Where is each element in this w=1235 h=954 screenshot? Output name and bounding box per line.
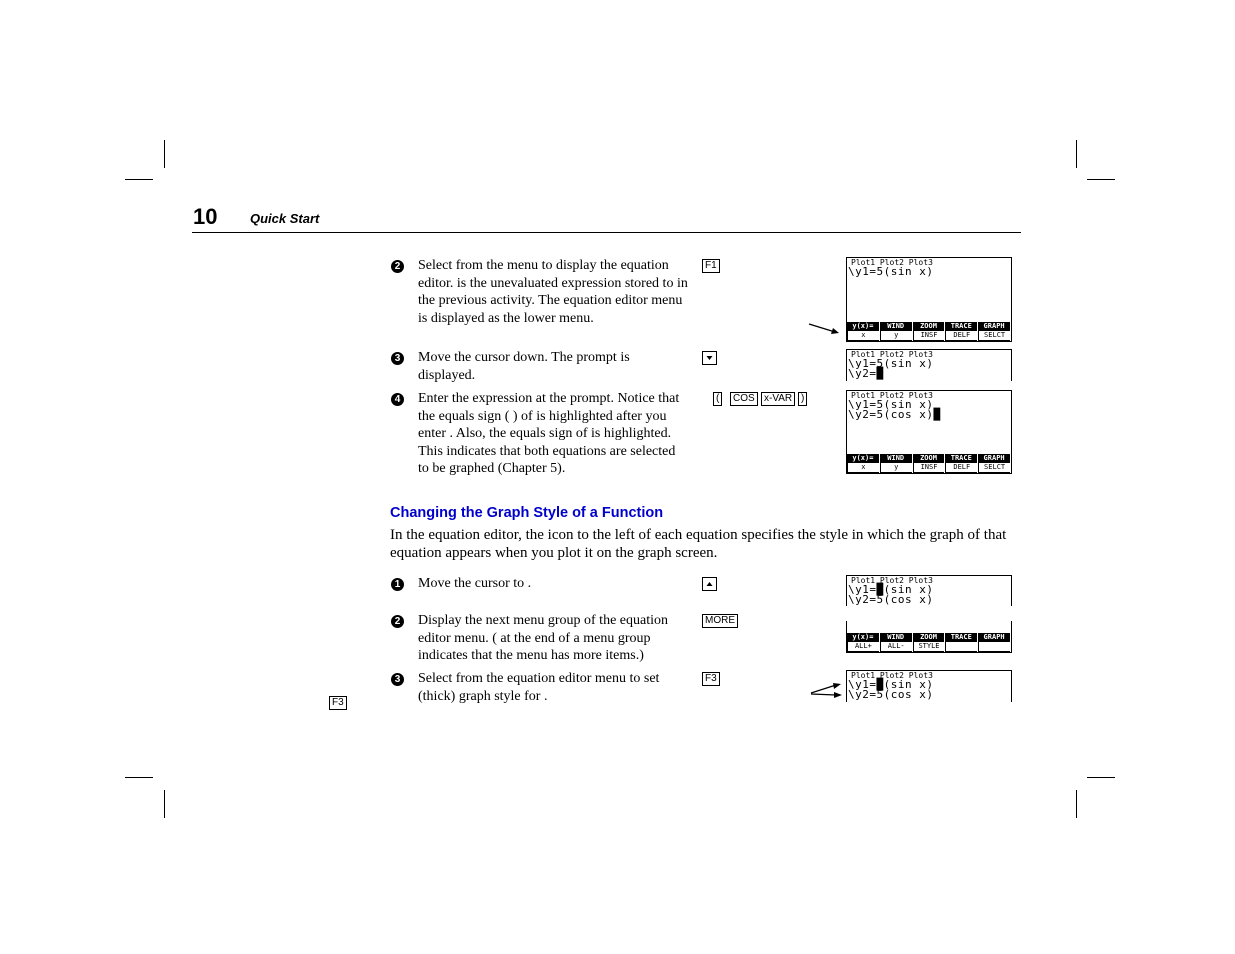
plot-header: Plot1 Plot2 Plot3	[851, 576, 933, 585]
calculator-screen	[846, 575, 1012, 606]
menu-item[interactable]: x	[847, 463, 879, 473]
step-text: Move the cursor to .	[418, 576, 532, 591]
down-arrow-key[interactable]	[702, 351, 717, 365]
header-rule	[192, 232, 1021, 233]
screen-line: \y2=5(cos x)█	[848, 408, 941, 421]
menu-item[interactable]: ZOOM	[913, 454, 945, 463]
screen-line: \y1=█(sin x)	[848, 583, 934, 596]
menu-item[interactable]: y	[880, 463, 912, 473]
crop-mark	[1076, 790, 1077, 818]
crop-mark	[125, 777, 153, 778]
screen-line: \y1=5(sin x)	[848, 265, 934, 278]
menu-item[interactable]: GRAPH	[978, 633, 1010, 642]
crop-mark	[1087, 179, 1115, 180]
crop-mark	[1076, 140, 1077, 168]
menu-item[interactable]: GRAPH	[978, 322, 1010, 331]
key-close-paren[interactable]: )	[798, 392, 807, 406]
key-f1[interactable]: F1	[702, 259, 720, 273]
menu-item[interactable]	[945, 642, 977, 652]
calculator-screen	[846, 390, 1012, 474]
key-cos[interactable]: COS	[730, 392, 758, 406]
crop-mark	[125, 179, 153, 180]
menu-item[interactable]: DELF	[945, 463, 977, 473]
menu-item[interactable]: TRACE	[945, 633, 977, 642]
step-number: 3	[391, 673, 404, 686]
key-x-var[interactable]: x-VAR	[761, 392, 795, 406]
plot-header: Plot1 Plot2 Plot3	[851, 350, 933, 359]
margin-key-f3[interactable]: F3	[329, 696, 347, 710]
screen-menu	[847, 322, 1011, 341]
menu-item[interactable]: SELCT	[978, 463, 1010, 473]
screen-line: \y2=█	[848, 367, 884, 380]
menu-item[interactable]: ALL-	[880, 642, 912, 652]
step-text: Enter the expression at the prompt. Notice that the equals sign ( ) of is highlighted after you enter . Also, the equals sign of is highlighted. This indicates that both equations are selected to be graphed (Chapter 5).	[418, 391, 680, 476]
down-arrow-icon	[705, 352, 714, 364]
menu-item[interactable]: y(x)=	[847, 454, 879, 463]
key-open-paren[interactable]: (	[713, 392, 722, 406]
up-arrow-key[interactable]	[702, 577, 717, 591]
menu-item[interactable]: x	[847, 331, 879, 341]
crop-mark	[1087, 777, 1115, 778]
key-more[interactable]: MORE	[702, 614, 738, 628]
menu-item[interactable]: y(x)=	[847, 322, 879, 331]
menu-item[interactable]: WIND	[880, 454, 912, 463]
menu-item[interactable]: WIND	[880, 633, 912, 642]
menu-item[interactable]: STYLE	[913, 642, 945, 652]
plot-header: Plot1 Plot2 Plot3	[851, 391, 933, 400]
calculator-screen	[846, 257, 1012, 342]
screen-line: \y1=5(sin x)	[848, 357, 934, 370]
plot-header: Plot1 Plot2 Plot3	[851, 671, 933, 680]
menu-item[interactable]: ALL+	[847, 642, 879, 652]
plot-header: Plot1 Plot2 Plot3	[851, 258, 933, 267]
menu-item[interactable]	[978, 642, 1010, 652]
step-text: Select from the equation editor menu to set (thick) graph style for .	[418, 671, 660, 704]
screen-line: \y2=5(cos x)	[848, 593, 934, 606]
menu-item[interactable]: INSF	[913, 331, 945, 341]
crop-mark	[164, 140, 165, 168]
menu-item[interactable]: TRACE	[945, 454, 977, 463]
section-title: Quick Start	[250, 211, 320, 226]
menu-item[interactable]: y	[880, 331, 912, 341]
step-number: 2	[391, 260, 404, 273]
menu-item[interactable]: INSF	[913, 463, 945, 473]
screen-menu	[847, 633, 1011, 652]
screen-line: \y2=5(cos x)	[848, 688, 934, 701]
pointer-arrow-icon	[810, 682, 844, 700]
menu-item[interactable]: ZOOM	[913, 633, 945, 642]
screen-line: \y1=5(sin x)	[848, 398, 934, 411]
crop-mark	[164, 790, 165, 818]
step-number: 4	[391, 393, 404, 406]
screen-line: \y1=█(sin x)	[848, 678, 934, 691]
step-number: 3	[391, 352, 404, 365]
step-text: Move the cursor down. The prompt is displayed.	[418, 350, 630, 383]
pointer-arrow-icon	[808, 322, 840, 336]
step-number: 2	[391, 615, 404, 628]
menu-item[interactable]: WIND	[880, 322, 912, 331]
menu-item[interactable]: ZOOM	[913, 322, 945, 331]
step-text: Display the next menu group of the equation editor menu. ( at the end of a menu group indicates that the menu has more items.)	[418, 613, 668, 663]
section-heading: Changing the Graph Style of a Function	[390, 505, 664, 521]
menu-item[interactable]: GRAPH	[978, 454, 1010, 463]
section-intro: In the equation editor, the icon to the left of each equation specifies the style in which the graph of that equation appears when you plot it on the graph screen.	[390, 527, 1007, 561]
step-number: 1	[391, 578, 404, 591]
page-number: 10	[193, 204, 218, 229]
menu-item[interactable]: SELCT	[978, 331, 1010, 341]
menu-item[interactable]: DELF	[945, 331, 977, 341]
key-f3[interactable]: F3	[702, 672, 720, 686]
menu-item[interactable]: y(x)=	[847, 633, 879, 642]
up-arrow-icon	[705, 578, 714, 590]
screen-menu	[847, 454, 1011, 473]
calculator-screen	[846, 670, 1012, 702]
menu-item[interactable]: TRACE	[945, 322, 977, 331]
step-text: Select from the menu to display the equation editor. is the unevaluated expression stored to in the previous activity. The equation editor menu is displayed as the lower menu.	[418, 258, 688, 326]
calculator-screen	[846, 621, 1012, 653]
calculator-screen	[846, 349, 1012, 381]
